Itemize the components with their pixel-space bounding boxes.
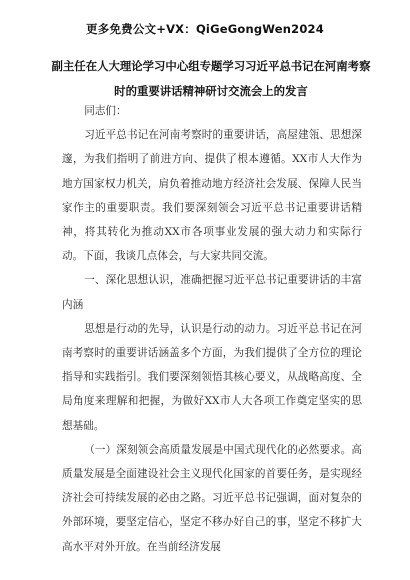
document-body bbox=[62, 99, 362, 559]
paragraph: 习近平总书记在河南考察时的重要讲话，高屋建瓴、思想深邃，为我们指明了前进方向、提供了根本遵循。XX市人大作为地方国家权力机关，肩负着推动地方经济社会发展、保障人民当家作主的重要职责。我们要深刻领会习近平总书记重要讲话精神，将其转化为推动XX市各项事业发展的强大动力和实际行动。下面，我谈几点体会，与大家共同交流。 bbox=[62, 129, 362, 263]
paragraph: 思想是行动的先导，认识是行动的动力。习近平总书记在河南考察时的重要讲话涵盖多个方面，为我们提供了全方位的理论指导和实践指引。我们要深刻领悟其核心要义，从战略高度、全局角度来理解和把握，为做好XX市人大各项工作奠定坚实的思想基础。 bbox=[62, 322, 362, 432]
paragraph: （一）深刻领会高质量发展是中国式现代化的必然要求。高质量发展是全面建设社会主义现代化国家的首要任务，是实现经济社会可持续发展的必由之路。习近平总书记强调，面对复杂的外部环境，要坚定信心，坚定不移办好自己的事，坚定不移扩大高水平对外开放。在当前经济发展 bbox=[62, 443, 362, 553]
header-banner: 更多免费公文+VX：QiGeGongWen2024 bbox=[86, 22, 324, 36]
section-heading: 一、深化思想认识，准确把握习近平总书记重要讲话的丰富内涵 bbox=[62, 274, 362, 311]
document-title: 副主任在人大理论学习中心组专题学习习近平总书记在河南考察时的重要讲话精神研讨交流会上的发言 bbox=[51, 59, 371, 98]
salutation: 同志们： bbox=[84, 105, 127, 117]
